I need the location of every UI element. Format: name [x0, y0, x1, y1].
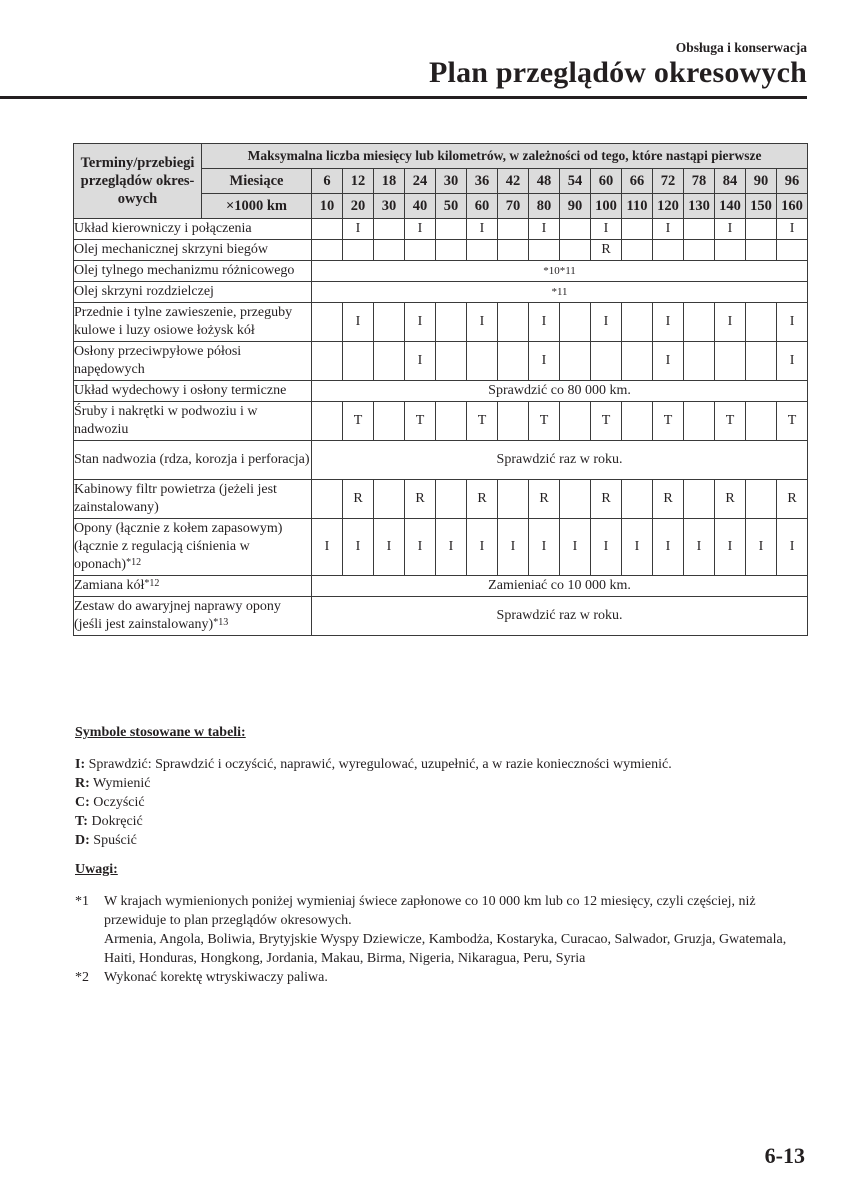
schedule-cell	[343, 342, 374, 381]
schedule-cell	[684, 402, 715, 441]
note-text	[104, 968, 815, 987]
schedule-cell: I	[777, 303, 808, 342]
row-item-label: Przednie i tylne zawieszenie, przeguby kulowe i luzy osiowe łożysk kół	[74, 303, 312, 342]
note-marker: *2	[75, 970, 89, 985]
schedule-cell	[560, 240, 591, 261]
header-km-value: 150	[746, 194, 777, 219]
schedule-cell: I	[405, 303, 436, 342]
schedule-cell	[312, 402, 343, 441]
schedule-cell: T	[529, 402, 560, 441]
schedule-cell	[498, 480, 529, 519]
schedule-cell: T	[467, 402, 498, 441]
header-km-label: ×1000 km	[202, 194, 312, 219]
schedule-cell: R	[591, 480, 622, 519]
title-divider	[0, 96, 807, 99]
schedule-cell	[498, 402, 529, 441]
legend-item	[75, 831, 672, 850]
schedule-cell	[498, 342, 529, 381]
schedule-cell	[746, 480, 777, 519]
legend-description: Wymienić	[89, 776, 151, 791]
table-row	[74, 519, 808, 576]
schedule-cell: R	[343, 480, 374, 519]
schedule-cell	[467, 240, 498, 261]
schedule-cell: I	[374, 519, 405, 576]
schedule-cell	[343, 240, 374, 261]
header-km-value: 90	[560, 194, 591, 219]
schedule-cell	[312, 342, 343, 381]
header-month-value: 60	[591, 169, 622, 194]
header-month-value: 18	[374, 169, 405, 194]
schedule-cell	[746, 342, 777, 381]
table-row	[74, 219, 808, 240]
schedule-cell	[560, 303, 591, 342]
schedule-cell	[560, 219, 591, 240]
table-row	[74, 303, 808, 342]
schedule-cell: I	[405, 519, 436, 576]
legend-description: Spuścić	[89, 833, 137, 848]
schedule-cell: R	[529, 480, 560, 519]
header-km-value: 160	[777, 194, 808, 219]
notes-list	[75, 892, 815, 987]
row-item-label: Układ kierowniczy i połączenia	[74, 219, 312, 240]
schedule-cell: I	[312, 519, 343, 576]
row-item-label: Zestaw do awaryjnej naprawy opony (jeśli jest zainstalowany)$^{*13}$	[74, 597, 312, 636]
schedule-cell	[405, 240, 436, 261]
schedule-cell: I	[715, 519, 746, 576]
schedule-cell: I	[436, 519, 467, 576]
schedule-cell	[684, 480, 715, 519]
legend-item	[75, 755, 672, 774]
legend-description: Dokręcić	[87, 814, 143, 829]
schedule-cell: I	[653, 519, 684, 576]
schedule-cell	[591, 342, 622, 381]
row-item-label: Zamiana kół$^{*12}$	[74, 576, 312, 597]
row-span-note: Sprawdzić raz w roku.	[312, 597, 808, 636]
header-month-value: 78	[684, 169, 715, 194]
legend-list	[75, 755, 672, 850]
schedule-cell	[684, 240, 715, 261]
schedule-cell: I	[653, 219, 684, 240]
row-item-label: Opony (łącznie z kołem zapasowym) (łącznie z regulacją ciśnienia w oponach)$^{*12}$	[74, 519, 312, 576]
row-item-label: Olej tylnego mechanizmu różnicowego	[74, 261, 312, 282]
header-km-value: 70	[498, 194, 529, 219]
header-km-value: 110	[622, 194, 653, 219]
schedule-cell: I	[405, 342, 436, 381]
legend-symbol: R:	[75, 776, 90, 791]
row-span-note: *10*11	[312, 261, 808, 282]
schedule-cell	[684, 303, 715, 342]
header-km-value: 40	[405, 194, 436, 219]
page-title: Plan przeglądów okresowych	[429, 56, 807, 89]
schedule-cell	[622, 342, 653, 381]
row-item-label: Śruby i nakrętki w podwoziu i w nadwoziu	[74, 402, 312, 441]
schedule-cell: I	[684, 519, 715, 576]
schedule-cell	[312, 240, 343, 261]
note-line: W krajach wymienionych poniżej wymieniaj świece zapłonowe co 10 000 km lub co 12 miesięcy, czyli częściej, niż przewiduje to plan przeglądów okresowych.	[104, 894, 756, 928]
schedule-cell	[374, 402, 405, 441]
schedule-cell: I	[777, 519, 808, 576]
header-km-value: 80	[529, 194, 560, 219]
maintenance-schedule-table	[73, 143, 808, 636]
schedule-cell: I	[777, 342, 808, 381]
schedule-cell	[622, 219, 653, 240]
schedule-cell: I	[746, 519, 777, 576]
schedule-cell: I	[777, 219, 808, 240]
note-text	[104, 892, 815, 968]
schedule-cell	[560, 342, 591, 381]
schedule-cell	[715, 240, 746, 261]
schedule-cell: I	[529, 519, 560, 576]
header-month-value: 6	[312, 169, 343, 194]
schedule-cell: R	[467, 480, 498, 519]
row-item-label: Olej skrzyni rozdzielczej	[74, 282, 312, 303]
note-line: Armenia, Angola, Boliwia, Brytyjskie Wyspy Dziewicze, Kambodża, Kostaryka, Curacao, Salwador, Gruzja, Gwatemala, Haiti, Honduras, Hongkong, Jordania, Makau, Birma, Nigeria, Nikaragua, Peru, Syria	[104, 932, 787, 966]
note-item	[75, 892, 815, 968]
legend-symbol: C:	[75, 795, 90, 810]
schedule-cell: I	[591, 303, 622, 342]
schedule-cell: R	[715, 480, 746, 519]
header-km-value: 60	[467, 194, 498, 219]
header-km-value: 50	[436, 194, 467, 219]
table-row	[74, 282, 808, 303]
row-item-label: Osłony przeciwpyłowe półosi napędowych	[74, 342, 312, 381]
schedule-cell	[374, 219, 405, 240]
schedule-cell: I	[560, 519, 591, 576]
header-month-value: 84	[715, 169, 746, 194]
header-month-value: 30	[436, 169, 467, 194]
header-km-value: 130	[684, 194, 715, 219]
schedule-cell	[560, 402, 591, 441]
table-row	[74, 576, 808, 597]
legend-item	[75, 812, 672, 831]
row-item-label: Układ wydechowy i osłony termiczne	[74, 381, 312, 402]
schedule-cell: I	[715, 303, 746, 342]
table-row	[74, 381, 808, 402]
section-label: Obsługa i konserwacja	[675, 40, 807, 55]
legend-description: Sprawdzić: Sprawdzić i oczyścić, naprawić, wyregulować, uzupełnić, a w razie konieczności wymienić.	[85, 757, 672, 772]
schedule-cell	[374, 240, 405, 261]
schedule-cell: T	[715, 402, 746, 441]
schedule-cell	[684, 219, 715, 240]
header-month-value: 72	[653, 169, 684, 194]
schedule-cell: T	[405, 402, 436, 441]
schedule-cell	[312, 219, 343, 240]
header-months-label: Miesiące	[202, 169, 312, 194]
schedule-cell	[684, 342, 715, 381]
header-km-value: 30	[374, 194, 405, 219]
header-corner-label: Terminy/przebiegi przeglądów okres-owych	[74, 144, 202, 219]
header-month-value: 54	[560, 169, 591, 194]
schedule-cell: R	[405, 480, 436, 519]
header-month-value: 42	[498, 169, 529, 194]
schedule-cell: R	[591, 240, 622, 261]
header-km-value: 20	[343, 194, 374, 219]
schedule-cell	[436, 240, 467, 261]
schedule-cell: I	[405, 219, 436, 240]
note-line: Wykonać korektę wtryskiwaczy paliwa.	[104, 970, 328, 985]
legend-item	[75, 774, 672, 793]
header-month-value: 66	[622, 169, 653, 194]
schedule-cell: I	[529, 303, 560, 342]
schedule-cell	[622, 402, 653, 441]
schedule-cell	[467, 342, 498, 381]
table-row	[74, 441, 808, 480]
row-span-note: Sprawdzić raz w roku.	[312, 441, 808, 480]
schedule-cell: I	[343, 219, 374, 240]
table-row	[74, 597, 808, 636]
schedule-cell: R	[777, 480, 808, 519]
schedule-cell	[312, 480, 343, 519]
row-span-note: Sprawdzić co 80 000 km.	[312, 381, 808, 402]
footnote-ref: *12	[144, 578, 160, 589]
schedule-cell	[436, 480, 467, 519]
row-span-note: *11	[312, 282, 808, 303]
notes-heading: Uwagi:	[75, 862, 118, 877]
schedule-cell: T	[777, 402, 808, 441]
schedule-cell: I	[467, 519, 498, 576]
schedule-cell	[436, 219, 467, 240]
schedule-cell	[436, 303, 467, 342]
schedule-cell	[560, 480, 591, 519]
header-month-value: 96	[777, 169, 808, 194]
header-km-value: 120	[653, 194, 684, 219]
legend-heading: Symbole stosowane w tabeli:	[75, 725, 246, 740]
schedule-cell	[374, 303, 405, 342]
table-row	[74, 342, 808, 381]
schedule-cell: I	[467, 219, 498, 240]
table-row	[74, 240, 808, 261]
schedule-cell	[746, 402, 777, 441]
schedule-cell: T	[653, 402, 684, 441]
schedule-cell: R	[653, 480, 684, 519]
schedule-cell	[622, 240, 653, 261]
schedule-cell: I	[529, 219, 560, 240]
schedule-cell	[622, 480, 653, 519]
schedule-cell: I	[591, 219, 622, 240]
table-row	[74, 402, 808, 441]
header-month-value: 36	[467, 169, 498, 194]
table-row	[74, 480, 808, 519]
schedule-cell: I	[467, 303, 498, 342]
schedule-cell: I	[653, 342, 684, 381]
schedule-cell	[777, 240, 808, 261]
header-month-value: 90	[746, 169, 777, 194]
schedule-cell: I	[498, 519, 529, 576]
schedule-cell: I	[343, 303, 374, 342]
legend-item	[75, 793, 672, 812]
header-km-value: 140	[715, 194, 746, 219]
footnote-ref: *12	[126, 557, 142, 568]
legend-description: Oczyścić	[89, 795, 145, 810]
row-span-note: Zamieniać co 10 000 km.	[312, 576, 808, 597]
schedule-cell: T	[343, 402, 374, 441]
schedule-cell	[746, 303, 777, 342]
legend-symbol: D:	[75, 833, 90, 848]
schedule-cell	[715, 342, 746, 381]
schedule-cell	[498, 303, 529, 342]
legend-symbol: T:	[75, 814, 88, 829]
header-km-value: 100	[591, 194, 622, 219]
schedule-cell	[498, 240, 529, 261]
schedule-cell	[498, 219, 529, 240]
header-month-value: 48	[529, 169, 560, 194]
schedule-cell: T	[591, 402, 622, 441]
note-item	[75, 968, 815, 987]
schedule-cell: I	[653, 303, 684, 342]
schedule-cell	[374, 480, 405, 519]
header-interval-caption: Maksymalna liczba miesięcy lub kilometrów, w zależności od tego, które nastąpi pierwsze	[202, 144, 808, 169]
schedule-cell: I	[715, 219, 746, 240]
schedule-cell	[374, 342, 405, 381]
page-number: 6-13	[764, 1143, 805, 1168]
schedule-cell	[746, 219, 777, 240]
note-marker: *1	[75, 894, 89, 909]
schedule-cell: I	[591, 519, 622, 576]
schedule-cell: I	[343, 519, 374, 576]
row-item-label: Kabinowy filtr powietrza (jeżeli jest zainstalowany)	[74, 480, 312, 519]
schedule-cell: I	[622, 519, 653, 576]
schedule-cell	[653, 240, 684, 261]
schedule-cell	[312, 303, 343, 342]
schedule-cell: I	[529, 342, 560, 381]
table-row	[74, 261, 808, 282]
footnote-ref: *13	[213, 617, 229, 628]
row-item-label: Olej mechanicznej skrzyni biegów	[74, 240, 312, 261]
schedule-cell	[436, 342, 467, 381]
header-km-value: 10	[312, 194, 343, 219]
schedule-cell	[436, 402, 467, 441]
legend-symbol: I:	[75, 757, 86, 772]
schedule-cell	[746, 240, 777, 261]
header-month-value: 24	[405, 169, 436, 194]
row-item-label: Stan nadwozia (rdza, korozja i perforacja)	[74, 441, 312, 480]
schedule-cell	[622, 303, 653, 342]
header-month-value: 12	[343, 169, 374, 194]
schedule-cell	[529, 240, 560, 261]
